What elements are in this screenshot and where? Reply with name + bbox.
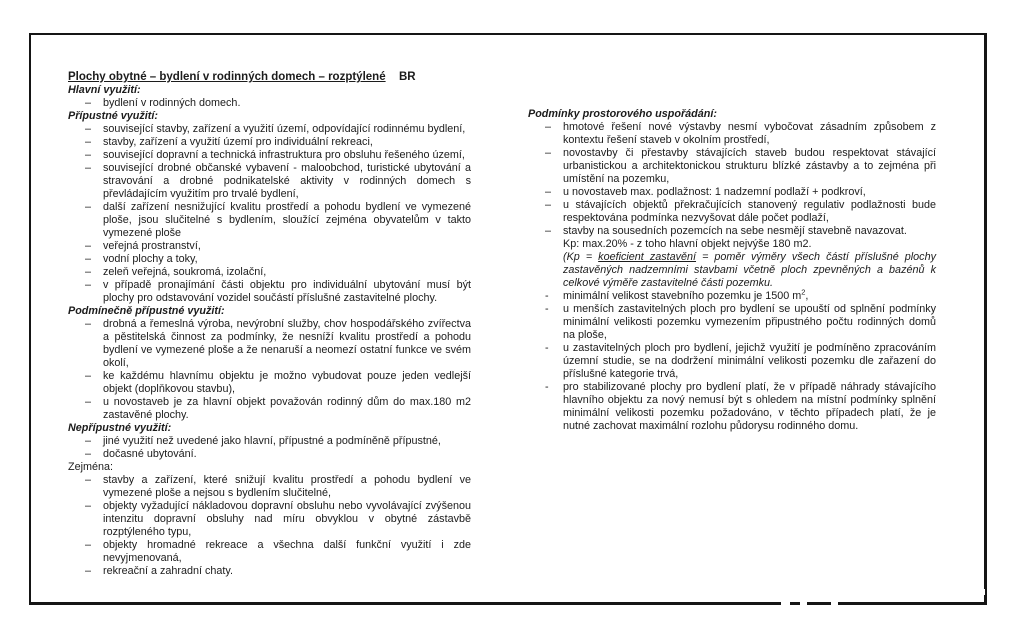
bullet-item [68, 396, 471, 422]
text-segment: = poměr výměry všech částí příslušné plochy zastavěných nadzemními stavbami včetně ploch zpevněných a bazénů k celkové výměře zastavitelné části pozemku. [563, 251, 936, 289]
bullet-item [528, 147, 936, 186]
bullet-dash: – [85, 435, 92, 447]
section-heading: Podmínky prostorového uspořádání: [528, 108, 717, 120]
bullet-text: u zastavitelných ploch pro bydlení, jejichž využití je podmíněno zpracováním územní studie, se na dodržení minimální velikosti pozemku dle zařazení do příslušné kategorie trvá, [563, 342, 936, 380]
bullet-dash: – [85, 539, 92, 551]
bullet-text: další zařízení nesnižující kvalitu prostředí a pohodu bydlení ve vymezené ploše, jsou slučitelné s bydlením, sloužící zejména obyvatelům v takto vymezené ploše [103, 201, 471, 239]
bullet-item [68, 201, 471, 240]
bullet-item [528, 287, 936, 303]
bullet-item [528, 303, 936, 342]
bullet-text: veřejná prostranství, [103, 240, 201, 252]
bullet-item [68, 123, 471, 136]
scan-artifact [980, 589, 985, 595]
bullet-item [68, 435, 471, 448]
section-heading: Hlavní využití: [68, 84, 141, 96]
zone-code: BR [399, 71, 416, 83]
section-label: Zejména: [68, 461, 114, 473]
bullet-text: hmotové řešení nové výstavby nesmí vybočovat zásadním způsobem z kontextu řešení staveb v okolním prostředí, [563, 121, 936, 146]
bullet-dash: - [545, 342, 549, 354]
bullet-dash: – [85, 318, 92, 330]
bullet-text: stavby na sousedních pozemcích na sebe nesmějí stavebně navazovat. [563, 225, 907, 237]
bullet-dash: – [85, 396, 92, 408]
bullet-text: v případě pronajímání části objektu pro individuální ubytování musí být plochy pro odstavování vozidel součástí příslušné zastavitelné plochy. [103, 279, 471, 304]
paragraph: Kp: max.20% - z toho hlavní objekt nejvýše 180 m2. [563, 238, 812, 250]
bullet-item [68, 97, 471, 110]
right-column [528, 108, 936, 433]
bullet-item [528, 342, 936, 381]
bullet-dash: - [545, 290, 549, 302]
bullet-text: dočasné ubytování. [103, 448, 197, 460]
bullet-item [68, 279, 471, 305]
text-segment: 2 [801, 287, 806, 297]
bullet-dash: – [85, 370, 92, 382]
bullet-dash: – [85, 149, 92, 161]
bullet-text [563, 287, 936, 303]
bullet-text: objekty vyžadující nákladovou dopravní obsluhu nebo vyvolávající zvýšenou intenzitu dopravní obsluhy nad míru obvyklou v obytné zástavbě rozptýleného typu, [103, 500, 471, 538]
bullet-text: u novostaveb je za hlavní objekt považován rodinný dům do max.180 m2 zastavěné plochy. [103, 396, 471, 421]
text-segment: koeficient zastavění [598, 251, 697, 263]
bullet-item [68, 565, 471, 578]
bullet-dash: – [85, 565, 92, 577]
bullet-text: související dopravní a technická infrastruktura pro obsluhu řešeného území, [103, 149, 465, 161]
bullet-item [528, 186, 936, 199]
bullet-dash: – [545, 186, 552, 198]
bullet-dash: – [545, 147, 552, 159]
left-column [68, 70, 471, 578]
bullet-item [68, 500, 471, 539]
bullet-text: jiné využití než uvedené jako hlavní, přípustné a podmíněně přípustné, [103, 435, 441, 447]
bullet-dash: – [545, 225, 552, 237]
section-heading: Přípustné využití: [68, 110, 158, 122]
bullet-item [68, 318, 471, 370]
bullet-dash: – [85, 240, 92, 252]
bullet-item [528, 199, 936, 225]
scan-artifact [781, 601, 790, 606]
bullet-item [68, 240, 471, 253]
bullet-dash: - [545, 381, 549, 393]
bullet-dash: – [85, 97, 92, 109]
bullet-text: související stavby, zařízení a využití území, odpovídající rodinnému bydlení, [103, 123, 466, 135]
bullet-text: rekreační a zahradní chaty. [103, 565, 234, 577]
scan-artifact [831, 601, 838, 606]
bullet-item [68, 448, 471, 461]
text-segment: minimální velikost stavebního pozemku je 1500 m [563, 290, 802, 302]
bullet-text: drobná a řemeslná výroba, nevýrobní služby, chov hospodářského zvířectva a pěstitelská činnost za podmínky, že nesníží kvalitu prostředí a pohodu bydlení ve vymezené ploše a že nenaruší a neomezí ostatní funkce ve svém okolí, [103, 318, 471, 369]
bullet-text: zeleň veřejná, soukromá, izolační, [103, 266, 267, 278]
bullet-item [68, 253, 471, 266]
bullet-text: stavby, zařízení a využití území pro individuální rekreaci, [103, 136, 373, 148]
bullet-dash: – [545, 199, 552, 211]
bullet-item [68, 136, 471, 149]
section-heading: Podmínečně přípustné využití: [68, 305, 225, 317]
bullet-item [68, 149, 471, 162]
bullet-item [68, 539, 471, 565]
bullet-text: související drobné občanské vybavení - maloobchod, turistické ubytování a stravování a drobné podnikatelské aktivity v rodinných domech s převládajícím využitím pro trvalé bydlení, [103, 162, 471, 200]
text-segment: (Kp = [563, 251, 599, 263]
bullet-item [68, 266, 471, 279]
right-column-blocks [528, 108, 936, 433]
bullet-text: stavby a zařízení, které snižují kvalitu prostředí a pohodu bydlení ve vymezené ploše a nejsou s bydlením slučitelné, [103, 474, 471, 499]
bullet-dash: – [85, 448, 92, 460]
bullet-item [528, 225, 936, 238]
bullet-item [68, 162, 471, 201]
bullet-item [68, 370, 471, 396]
bullet-dash: – [85, 266, 92, 278]
bullet-dash: – [85, 253, 92, 265]
bullet-text: pro stabilizované plochy pro bydlení platí, že v případě náhrady stávajícího hlavního objektu za nový nemusí být s ohledem na místní podmínky splnění minimální velikosti pozemku požadováno, v těchto případech platí, že je nutné zachovat maximální rozlohu půdorysu rodinného domu. [563, 381, 936, 432]
bullet-dash: – [545, 121, 552, 133]
bullet-text: vodní plochy a toky, [103, 253, 198, 265]
title-row [68, 70, 471, 84]
bullet-text: bydlení v rodinných domech. [103, 97, 241, 109]
section-heading: Nepřípustné využití: [68, 422, 172, 434]
text-segment: , [805, 290, 809, 302]
bullet-item [528, 121, 936, 147]
bullet-text: ke každému hlavnímu objektu je možno vybudovat pouze jeden vedlejší objekt (doplňkovou stavbu), [103, 370, 471, 395]
bullet-dash: – [85, 474, 92, 486]
bullet-text: objekty hromadné rekreace a všechna další funkční využití i zde nevyjmenovaná, [103, 539, 471, 564]
bullet-text: u menších zastavitelných ploch pro bydlení se upouští od splnění podmínky minimální velikosti pozemku vymezením připustného počtu rodinných domů na ploše, [563, 303, 936, 341]
bullet-dash: – [85, 123, 92, 135]
document-title: Plochy obytné – bydlení v rodinných domech – rozptýlené [68, 71, 386, 83]
bullet-dash: – [85, 279, 92, 291]
bullet-dash: – [85, 500, 92, 512]
note-paragraph [563, 251, 936, 290]
bullet-text: u novostaveb max. podlažnost: 1 nadzemní podlaží + podkroví, [563, 186, 866, 198]
left-column-blocks [68, 84, 471, 578]
bullet-item [528, 381, 936, 433]
bullet-item [68, 474, 471, 500]
bullet-dash: – [85, 136, 92, 148]
bullet-dash: – [85, 162, 92, 174]
bullet-text: u stávajících objektů překračujících stanovený regulativ podlažnosti bude respektována podmínka nezvyšovat dále počet podlaží, [563, 199, 936, 224]
bullet-dash: – [85, 201, 92, 213]
bullet-text: novostavby či přestavby stávajících staveb budou respektovat stávající urbanistickou a architektonickou strukturu blízké zástavby a to zejména při umístění na pozemku, [563, 147, 936, 185]
scan-artifact [800, 601, 807, 606]
bullet-dash: - [545, 303, 549, 315]
